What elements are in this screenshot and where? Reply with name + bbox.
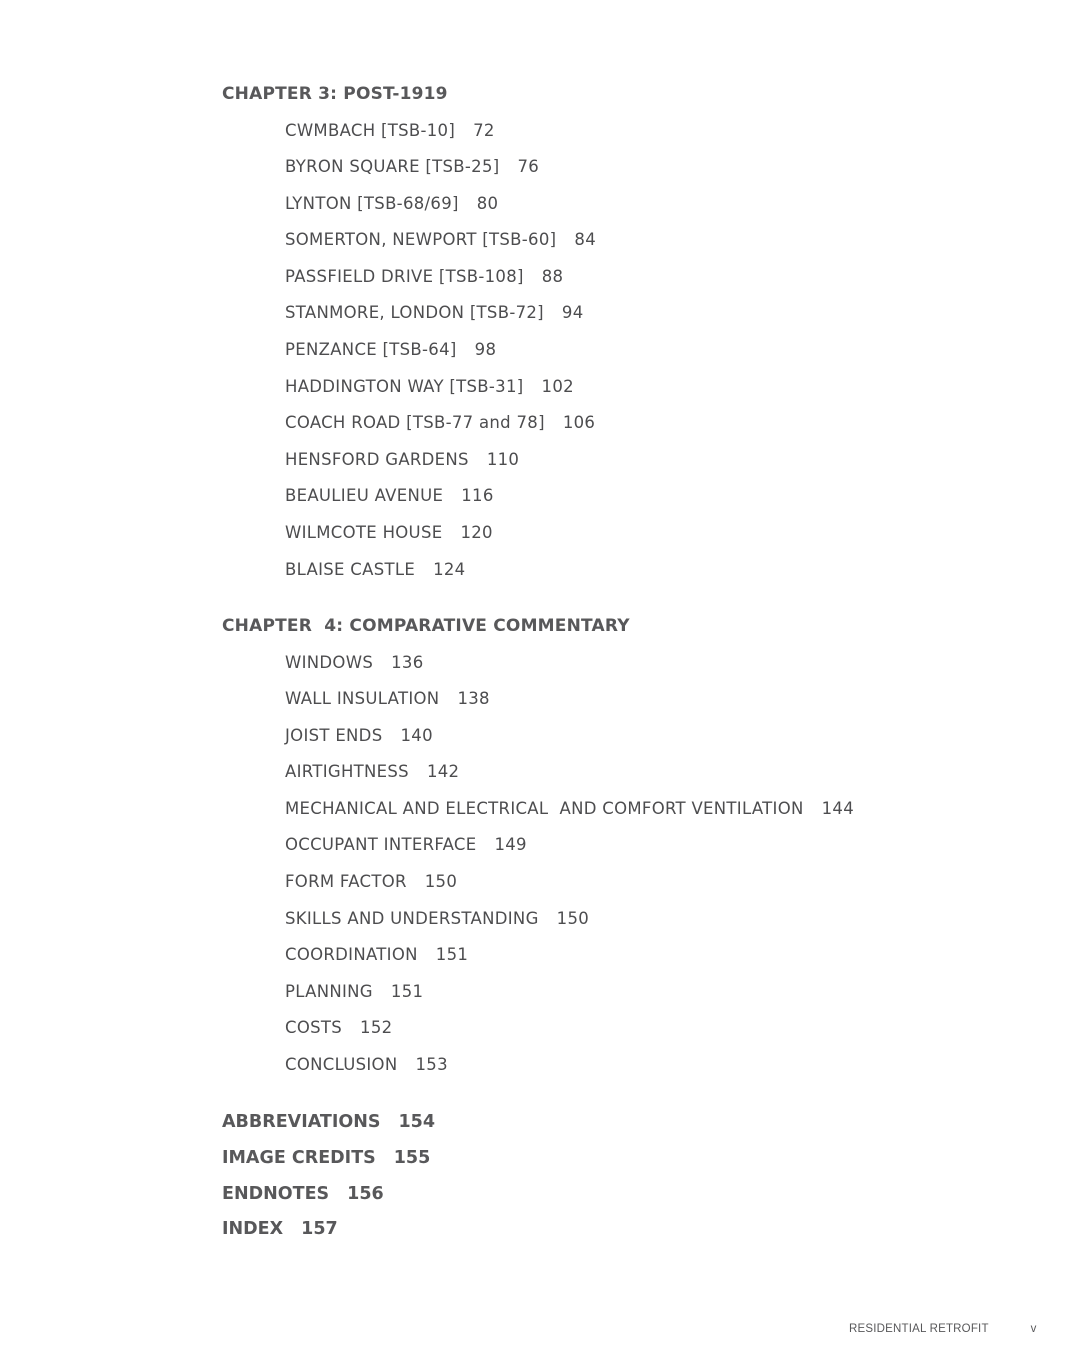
toc-entry-title: COORDINATION: [285, 945, 418, 965]
toc-entry-page: 138: [457, 689, 490, 709]
page-folio: v: [1030, 1323, 1037, 1335]
toc-entry-page: 153: [415, 1055, 448, 1075]
toc-entry-page: 152: [360, 1018, 393, 1038]
toc-entry-page: 106: [562, 413, 596, 433]
toc-entry-title: WALL INSULATION: [285, 689, 440, 709]
chapter-4-heading: CHAPTER 4: COMPARATIVE COMMENTARY: [222, 616, 630, 636]
backmatter-title: ABBREVIATIONS: [222, 1112, 381, 1132]
toc-entry-page: 151: [435, 945, 469, 965]
toc-entry-title: HADDINGTON WAY [TSB-31]: [285, 376, 524, 396]
running-title: RESIDENTIAL RETROFIT: [849, 1323, 989, 1335]
toc-entry-page: 72: [473, 120, 495, 140]
toc-entry[interactable]: [285, 724, 854, 761]
toc-entry-title: PLANNING: [285, 981, 373, 1001]
toc-entry-page: 140: [400, 725, 433, 745]
toc-entry-title: STANMORE, LONDON [TSB-72]: [285, 303, 544, 323]
toc-entry-page: 116: [461, 486, 494, 506]
toc-entry[interactable]: [285, 265, 596, 302]
chapter-4-entries: [285, 651, 854, 1090]
toc-entry[interactable]: [285, 687, 854, 724]
toc-entry[interactable]: [285, 375, 596, 412]
backmatter-entry[interactable]: [222, 1146, 435, 1182]
toc-entry-page: 98: [474, 340, 497, 360]
chapter-3-section: [222, 82, 596, 594]
toc-entry[interactable]: [285, 301, 596, 338]
toc-entry-page: 136: [391, 652, 424, 672]
toc-entry-title: SKILLS AND UNDERSTANDING: [285, 908, 539, 928]
toc-entry[interactable]: [285, 651, 854, 688]
toc-entry-page: 80: [476, 193, 499, 213]
chapter-4-section: [222, 614, 854, 1090]
toc-entry-page: 150: [424, 872, 458, 892]
toc-entry-title: COACH ROAD [TSB-77 and 78]: [285, 413, 545, 433]
toc-entry[interactable]: [285, 870, 854, 907]
toc-entry[interactable]: [285, 907, 854, 944]
toc-entry-title: LYNTON [TSB-68/69]: [285, 193, 459, 213]
backmatter-page: 156: [347, 1183, 384, 1204]
toc-entry-title: BLAISE CASTLE: [285, 559, 416, 579]
page-footer: [849, 1323, 1037, 1335]
toc-entry[interactable]: [285, 119, 596, 156]
backmatter-page: 154: [398, 1112, 435, 1132]
toc-entry-title: FORM FACTOR: [285, 872, 407, 892]
toc-entry-page: 142: [426, 762, 460, 782]
toc-entry-title: COSTS: [285, 1018, 343, 1038]
toc-entry-title: CWMBACH [TSB-10]: [285, 120, 456, 140]
backmatter-entry[interactable]: [222, 1182, 435, 1218]
toc-entry-title: OCCUPANT INTERFACE: [285, 835, 477, 855]
toc-entry-page: 88: [541, 266, 564, 286]
toc-entry-page: 124: [433, 559, 466, 579]
toc-entry[interactable]: [285, 228, 596, 265]
toc-entry-page: 110: [486, 449, 520, 469]
toc-entry[interactable]: [285, 760, 854, 797]
backmatter-title: IMAGE CREDITS: [222, 1147, 376, 1168]
toc-entry-title: WINDOWS: [285, 652, 374, 672]
toc-entry-title: MECHANICAL AND ELECTRICAL AND COMFORT VENTILATION: [285, 798, 804, 818]
toc-entry-page: 84: [574, 230, 596, 250]
chapter-3-entries: [285, 119, 596, 595]
toc-entry[interactable]: [285, 1016, 854, 1053]
toc-entry[interactable]: [285, 797, 854, 834]
toc-entry-page: 76: [517, 157, 540, 177]
toc-entry-title: WILMCOTE HOUSE: [285, 523, 443, 543]
toc-entry[interactable]: [285, 484, 596, 521]
toc-entry[interactable]: [285, 943, 854, 980]
toc-entry-page: 94: [561, 303, 584, 323]
chapter-3-heading: CHAPTER 3: POST-1919: [222, 84, 448, 104]
toc-entry-title: BYRON SQUARE [TSB-25]: [285, 157, 500, 177]
backmatter-title: INDEX: [222, 1219, 284, 1240]
backmatter-entry[interactable]: [222, 1217, 435, 1253]
toc-entry[interactable]: [285, 338, 596, 375]
toc-entry[interactable]: [285, 558, 596, 595]
backmatter-page: 155: [393, 1147, 431, 1168]
backmatter-title: ENDNOTES: [222, 1183, 330, 1204]
toc-entry[interactable]: [285, 192, 596, 229]
backmatter-page: 157: [301, 1219, 338, 1240]
toc-entry-title: AIRTIGHTNESS: [285, 762, 409, 782]
toc-entry-title: PENZANCE [TSB-64]: [285, 340, 457, 360]
toc-entry-page: 144: [821, 798, 855, 818]
toc-entry-page: 102: [541, 376, 574, 396]
toc-entry-page: 150: [556, 908, 590, 928]
toc-entry[interactable]: [285, 1053, 854, 1090]
toc-entry-page: 149: [494, 835, 527, 855]
toc-entry[interactable]: [285, 833, 854, 870]
toc-entry[interactable]: [285, 155, 596, 192]
toc-entry-title: JOIST ENDS: [285, 725, 383, 745]
backmatter-section: [222, 1110, 435, 1253]
toc-entry-page: 120: [460, 523, 493, 543]
toc-entry-title: BEAULIEU AVENUE: [285, 486, 444, 506]
toc-entry-title: SOMERTON, NEWPORT [TSB-60]: [285, 230, 557, 250]
toc-entry[interactable]: [285, 448, 596, 485]
toc-entry-title: HENSFORD GARDENS: [285, 449, 469, 469]
toc-entry-title: CONCLUSION: [285, 1055, 398, 1075]
toc-entry-page: 151: [390, 981, 424, 1001]
toc-entry[interactable]: [285, 521, 596, 558]
toc-entry[interactable]: [285, 411, 596, 448]
toc-entry[interactable]: [285, 980, 854, 1017]
toc-entry-title: PASSFIELD DRIVE [TSB-108]: [285, 266, 524, 286]
backmatter-entry[interactable]: [222, 1110, 435, 1146]
